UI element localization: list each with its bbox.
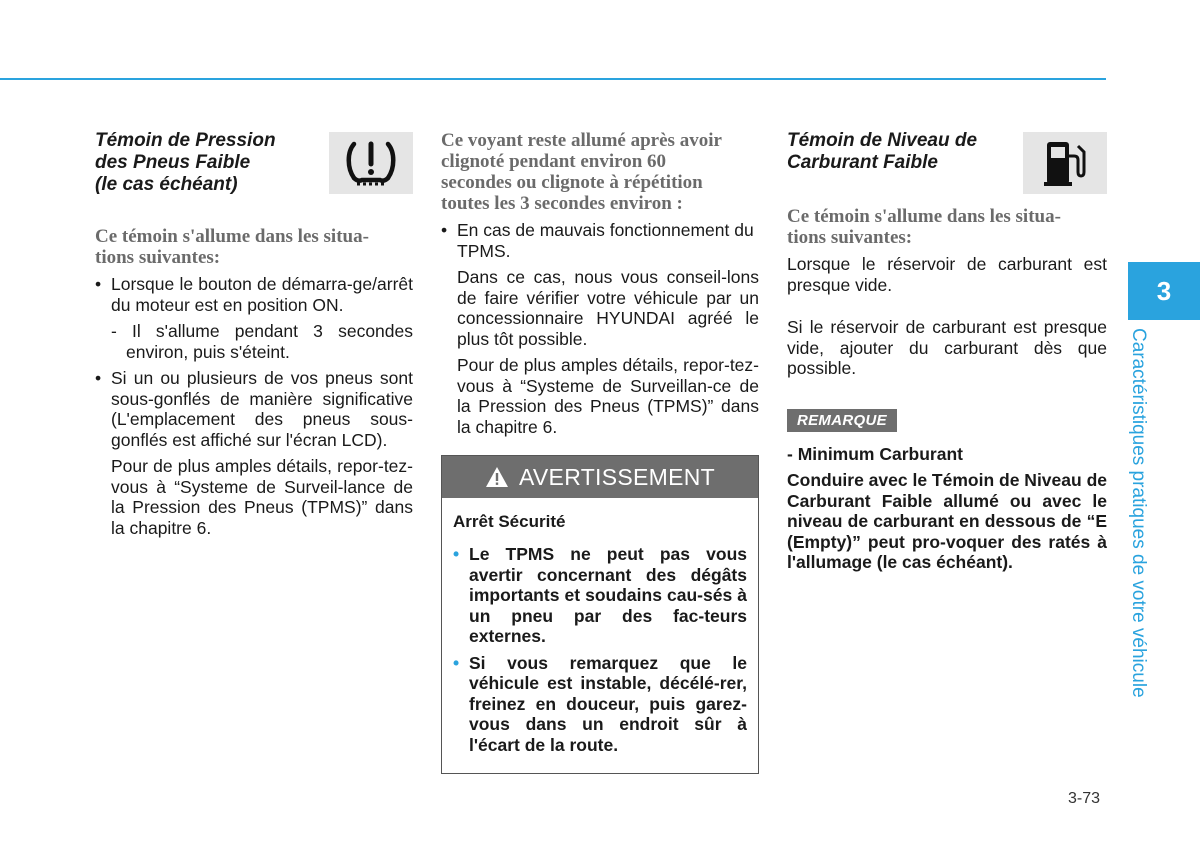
- fuel-title: Témoin de Niveau de Carburant Faible: [787, 130, 978, 173]
- bullet-dot: •: [453, 652, 460, 673]
- tpms-bullet-1: [95, 274, 413, 315]
- tpms-malfunction-sub-2: Pour de plus amples détails, repor-tez-vous à “Systeme de Surveillan-ce de la Pression des Pneus (TPMS)” dans la chapitre 6.: [457, 355, 759, 437]
- warning-triangle-icon: [485, 466, 509, 488]
- tpms-header: [95, 130, 413, 226]
- warning-title: AVERTISSEMENT: [518, 463, 716, 490]
- tpms-bullet-1-text: Lorsque le bouton de démarra-ge/arrêt du moteur est en position ON.: [111, 274, 413, 315]
- warning-header: [442, 456, 758, 498]
- tpms-bullet-2-text: Si un ou plusieurs de vos pneus sont sous-gonflés de manière significative (L'emplacement des pneus sous-gonflés est affiché sur l'écran LCD).: [111, 368, 413, 450]
- tpms-bullet-1-sub: - Il s'allume pendant 3 secondes environ, puis s'éteint.: [111, 321, 413, 362]
- tpms-warning-icon: [344, 138, 398, 188]
- tpms-subhead: Ce témoin s'allume dans les situa- tions suivantes:: [95, 226, 369, 268]
- tpms-bullet-2-sub: Pour de plus amples détails, repor-tez-vous à “Systeme de Surveil-lance de la Pression des Pneus (TPMS)” dans la chapitre 6.: [111, 456, 413, 538]
- warning-bullet-1: [453, 544, 747, 647]
- column-tpms: [95, 130, 413, 544]
- bullet-dot: •: [453, 544, 460, 564]
- bullet-dot: •: [441, 220, 448, 240]
- column-fuel: [787, 130, 1107, 573]
- chapter-tab: [1128, 262, 1200, 320]
- tpms-title: Témoin de Pression des Pneus Faible (le cas échéant): [95, 130, 276, 195]
- bullet-dot: •: [95, 274, 102, 294]
- tpms-icon-box: [329, 132, 413, 194]
- warning-subtitle: Arrêt Sécurité: [453, 512, 566, 531]
- note-text: Conduire avec le Témoin de Niveau de Carburant Faible allumé ou avec le niveau de carburant en dessous de “E (Empty)” peut pro-voquer des ratés à l'allumage (le cas échéant).: [787, 470, 1107, 572]
- warning-bullet-2: [453, 653, 747, 756]
- warning-bullet-1-text: Le TPMS ne peut pas vous avertir concernant des dégâts importants et soudains cau-sés à un pneu par des fac-teurs externes.: [469, 544, 747, 646]
- fuel-pump-icon: [1043, 138, 1087, 188]
- page-number: 3-73: [1068, 790, 1101, 807]
- tpms-malfunction-bullet: [441, 220, 759, 261]
- chapter-number: 3: [1156, 275, 1172, 306]
- warning-bullet-2-text: Si vous remarquez que le véhicule est instable, décélé-rer, freinez en douceur, puis garez-vous dans un endroit sûr à l'écart de la route.: [469, 652, 747, 755]
- fuel-subhead: Ce témoin s'allume dans les situa- tions suivantes:: [787, 206, 1061, 248]
- chapter-side-label-text: Caractéristiques pratiques de votre véhicule: [1128, 328, 1149, 698]
- fuel-header: [787, 130, 1107, 206]
- tpms-malfunction-sub-1: Dans ce cas, nous vous conseil-lons de faire vérifier votre véhicule par un concessionnaire HYUNDAI agréé le plus tôt possible.: [457, 267, 759, 349]
- warning-body: [442, 498, 758, 773]
- top-rule: [0, 78, 1106, 80]
- tpms-intro: Ce voyant reste allumé après avoir clignoté pendant environ 60 secondes ou clignote à répétition toutes les 3 secondes environ :: [441, 130, 722, 214]
- warning-box: [441, 455, 759, 774]
- note-badge: REMARQUE: [787, 409, 897, 432]
- column-tpms-continued: [441, 130, 759, 774]
- fuel-paragraph-1: Lorsque le réservoir de carburant est presque vide.: [787, 254, 1107, 295]
- bullet-dot: •: [95, 368, 102, 388]
- fuel-icon-box: [1023, 132, 1107, 194]
- note-title: - Minimum Carburant: [787, 443, 963, 464]
- fuel-paragraph-2: Si le réservoir de carburant est presque vide, ajouter du carburant dès que possible.: [787, 317, 1107, 378]
- tpms-malfunction-text: En cas de mauvais fonctionnement du TPMS.: [457, 220, 754, 261]
- tpms-bullet-2: [95, 368, 413, 450]
